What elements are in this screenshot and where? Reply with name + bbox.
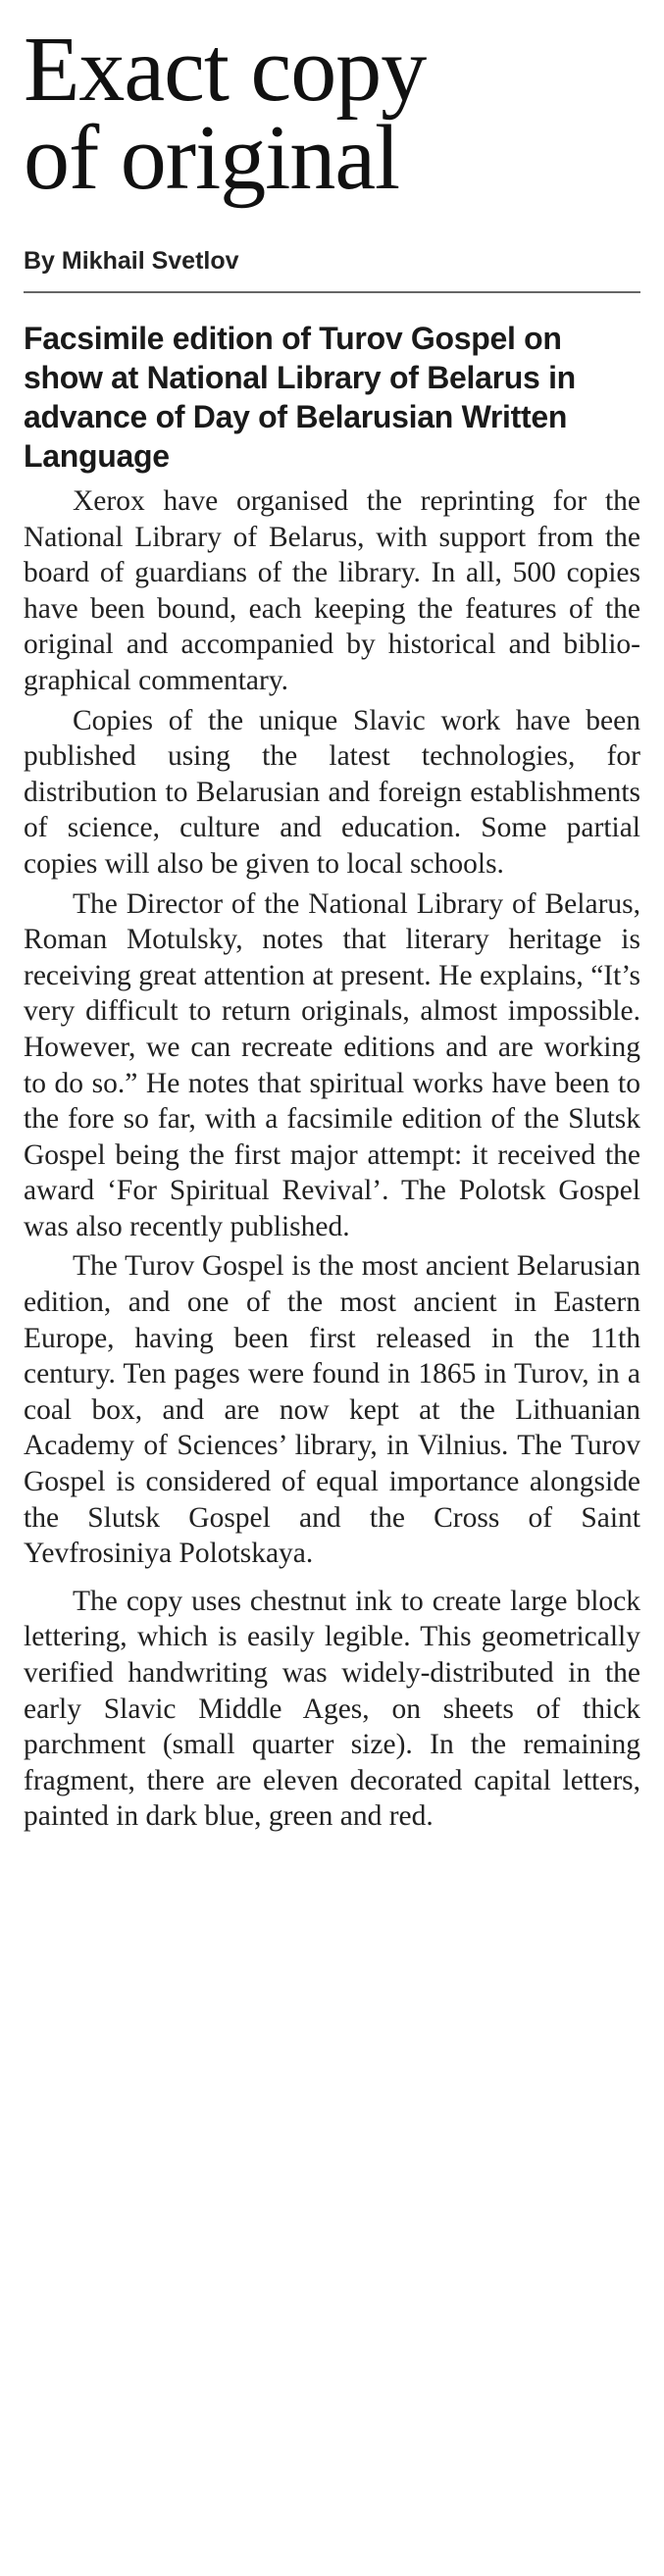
headline-line-1: Exact copy bbox=[24, 19, 427, 121]
article-body bbox=[24, 483, 640, 1835]
byline: By Mikhail Svetlov bbox=[24, 247, 239, 275]
body-paragraph-5: The copy uses chestnut ink to create large block lettering, which is easily legible. This geometrically verified handwriting was widely-distributed in the early Slavic Middle Ages, on sheets of thick parchment (small quarter size). In the remaining fragment, there are eleven decorated capital letters, painted in dark blue, green and red. bbox=[24, 1585, 640, 1833]
body-paragraph-4: The Turov Gospel is the most ancient Belarusian edition, and one of the most ancient in Eastern Europe, having been first released in the 11th century. Ten pages were found in 1865 in Turov, in a coal box, and are now kept at the Lithuanian Academy of Sciences’ library, in Vilnius. The Turov Gospel is considered of equal importance alongside the Slutsk Gospel and the Cross of Saint Yevfrosiniya Polotskaya. bbox=[24, 1250, 640, 1570]
standfirst: Facsimile edition of Turov Gospel on show at National Library of Belarus in advance of Day of Belarusian Written Language bbox=[24, 321, 576, 474]
article-headline bbox=[24, 19, 640, 209]
body-paragraph-3: The Director of the National Library of Belarus, Roman Motulsky, notes that literary heritage is receiving great attention at present. He explains, “It’s very difficult to return originals, almost impossible. However, we can recreate editions and are working to do so.” He notes that spiritual works have been to the fore so far, with a facsimile edition of the Slutsk Gospel being the first major attempt: it received the award ‘For Spiritual Revival’. The Polotsk Gospel was also recently published. bbox=[24, 887, 640, 1242]
body-paragraph-1: Xerox have organised the reprinting for the National Library of Belarus, with support from the board of guardians of the library. In all, 500 copies have been bound, each keeping the features of the original and accompanied by historical and bibliographical commentary. bbox=[24, 485, 640, 696]
byline-divider bbox=[24, 291, 640, 293]
body-paragraph-2: Copies of the unique Slavic work have been published using the latest technologies, for distribution to Belarusian and foreign establishments of science, culture and education. Some partial copies will also be given to local schools. bbox=[24, 704, 640, 880]
headline-line-2: of original bbox=[24, 107, 400, 209]
